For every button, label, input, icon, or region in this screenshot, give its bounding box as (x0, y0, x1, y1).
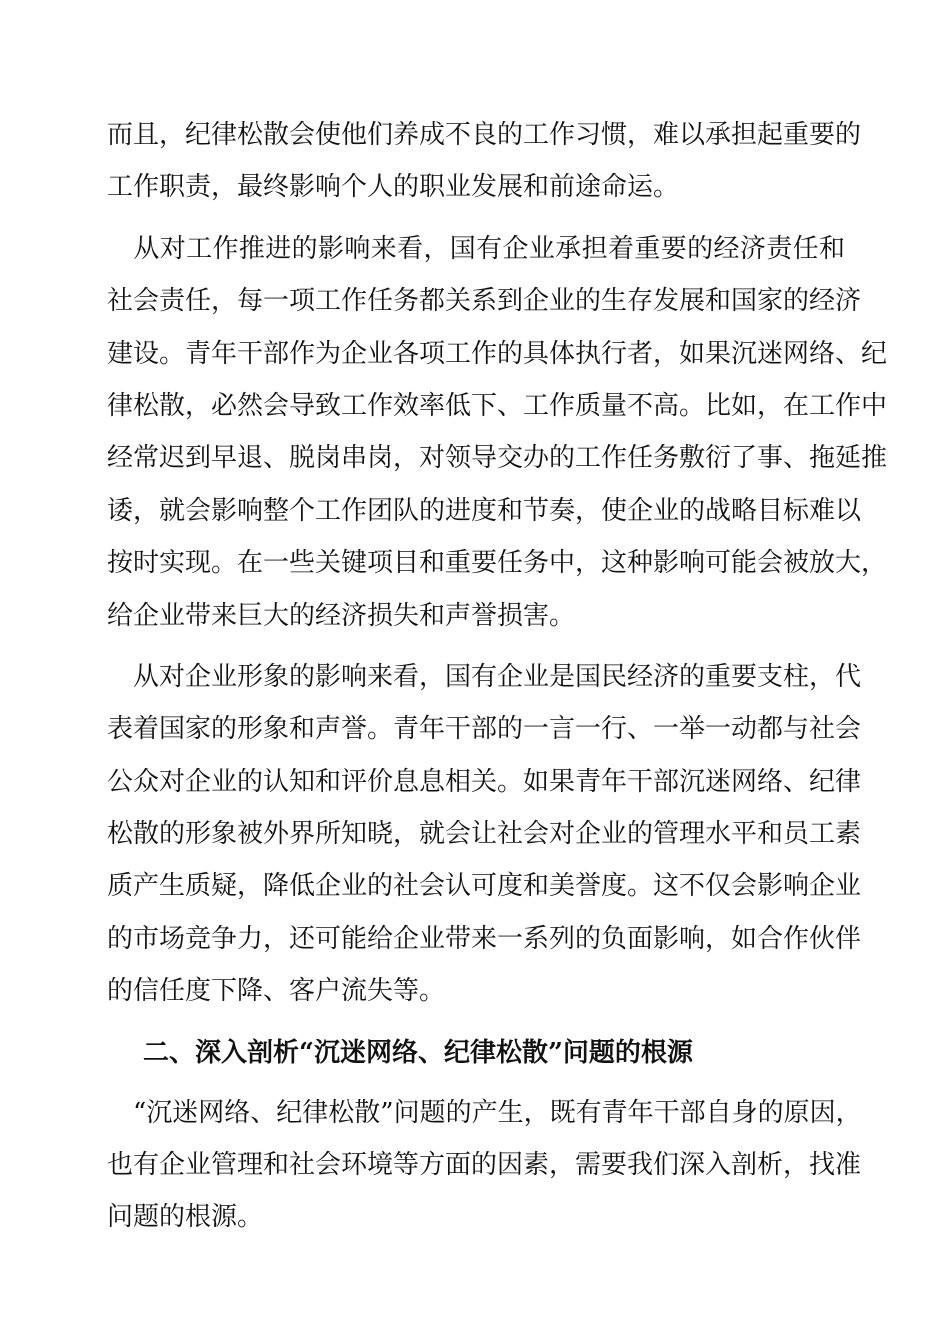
section-heading: 二、深入剖析“沉迷网络、纪律松散”问题的根源 (143, 1037, 693, 1068)
text-line: 经常迟到早退、脱岗串岗，对领导交办的工作任务敷衍了事、拖延推 (107, 443, 888, 474)
text-line: 从对工作推进的影响来看，国有企业承担着重要的经济责任和 (107, 233, 845, 264)
paragraph-root-cause-intro (107, 1087, 862, 1244)
text-line: 质产生质疑，降低企业的社会认可度和美誉度。这不仅会影响企业 (107, 871, 862, 902)
text-line: 也有企业管理和社会环境等方面的因素，需要我们深入剖析，找准 (107, 1150, 862, 1181)
text-line: 而且，纪律松散会使他们养成不良的工作习惯，难以承担起重要的 (107, 120, 862, 150)
text-line: 的信任度下降、客户流失等。 (107, 976, 446, 1007)
paragraph-image-impact (107, 651, 862, 1018)
document-page (107, 109, 888, 1253)
text-line: 社会责任，每一项工作任务都关系到企业的生存发展和国家的经济 (107, 286, 862, 317)
text-line: 的市场竞争力，还可能给企业带来一系列的负面影响，如合作伙伴 (107, 923, 862, 954)
text-line: 给企业带来巨大的经济损失和声誉损害。 (107, 600, 576, 631)
text-line: 公众对企业的认知和评价息息相关。如果青年干部沉迷网络、纪律 (107, 766, 862, 797)
text-line: 律松散，必然会导致工作效率低下、工作质量不高。比如，在工作中 (107, 390, 888, 421)
text-line: 工作职责，最终影响个人的职业发展和前途命运。 (107, 172, 680, 203)
paragraph-work-impact (107, 223, 888, 642)
paragraph-career-impact (107, 109, 862, 214)
text-line: 问题的根源。 (107, 1202, 264, 1233)
text-line: 诿，就会影响整个工作团队的进度和节奏，使企业的战略目标难以 (107, 495, 862, 526)
text-line: “沉迷网络、纪律松散”问题的产生，既有青年干部自身的原因， (107, 1097, 862, 1128)
text-line: 表着国家的形象和声誉。青年干部的一言一行、一举一动都与社会 (107, 714, 862, 745)
text-line: 松散的形象被外界所知晓，就会让社会对企业的管理水平和员工素 (107, 819, 862, 850)
text-line: 建设。青年干部作为企业各项工作的具体执行者，如果沉迷网络、纪 (107, 338, 888, 369)
text-line: 按时实现。在一些关键项目和重要任务中，这种影响可能会被放大， (107, 548, 888, 579)
text-line: 从对企业形象的影响来看，国有企业是国民经济的重要支柱，代 (107, 661, 862, 692)
